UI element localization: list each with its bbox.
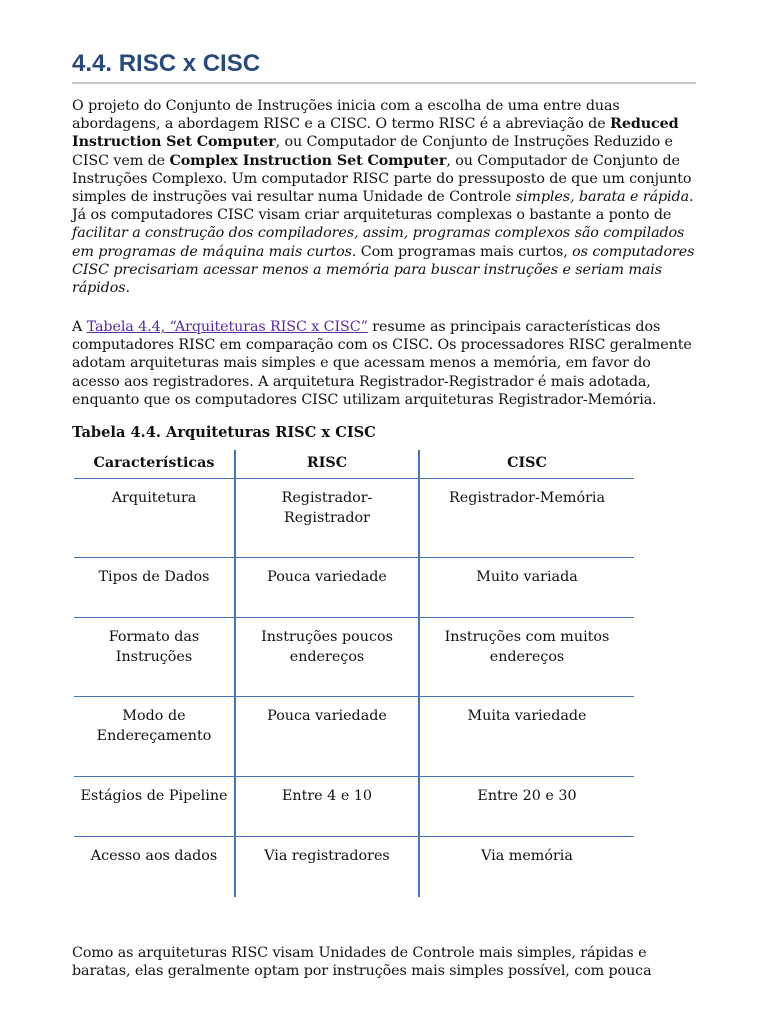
table-row	[74, 618, 634, 697]
table-cell: Via registradores	[235, 837, 419, 897]
header-cisc: CISC	[419, 450, 634, 479]
table-header-row	[74, 450, 634, 479]
p1-italic-3: os computadores CISC precisariam acessar menos a memória para buscar instruções e seriam mais rápidos	[72, 243, 695, 297]
p1-italic-2: facilitar a construção dos compiladores, assim, programas complexos são compilados em programas de máquina mais curtos	[72, 225, 685, 260]
table-cell: Formato das Instruções	[74, 618, 235, 697]
table-cell: Arquitetura	[74, 479, 235, 558]
p1-bold-cisc-term: Complex Instruction Set Computer	[169, 152, 447, 169]
table-cell: Via memória	[419, 837, 634, 897]
table-cell: Pouca variedade	[235, 697, 419, 777]
section-heading: 4.4. RISC x CISC	[72, 50, 696, 84]
p2-text-2: resume as principais características dos computadores RISC em comparação com os CISC. Os processadores RISC geralmente adotam arquiteturas mais simples e que acessam menos a memória, em favor do acesso aos registradores. A arquitetura Registrador-Registrador é mais adotada, enquanto que os computadores CISC utilizam arquiteturas Registrador-Memória.	[72, 319, 692, 408]
p1-text-1: O projeto do Conjunto de Instruções inicia com a escolha de uma entre duas abordagens, a abordagem RISC e a CISC. O termo RISC é a abreviação de	[72, 98, 620, 133]
table-row	[74, 697, 634, 777]
table-cell: Muita variedade	[419, 697, 634, 777]
p1-text-2: , ou Computador de Conjunto de Instruções Reduzido e CISC vem de	[72, 134, 673, 169]
intro-paragraph	[72, 97, 696, 297]
p2-text-1: A	[72, 319, 87, 335]
table-row	[74, 837, 634, 897]
table-caption: Tabela 4.4. Arquiteturas RISC x CISC	[72, 424, 376, 441]
table-cell: Muito variada	[419, 558, 634, 618]
table-cell: Pouca variedade	[235, 558, 419, 618]
table-cell: Instruções com muitos endereços	[419, 618, 634, 697]
p1-text-3: , ou Computador de Conjunto de Instruções Complexo. Um computador RISC parte do pressuposto de que um conjunto simples de instruções vai resultar numa Unidade de Controle	[72, 152, 692, 206]
table-cell: Registrador-Memória	[419, 479, 634, 558]
table-cell: Entre 20 e 30	[419, 777, 634, 837]
table-row	[74, 479, 634, 558]
header-risc: RISC	[235, 450, 419, 479]
table-cell: Tipos de Dados	[74, 558, 235, 618]
table-cell: Estágios de Pipeline	[74, 777, 235, 837]
table-cell: Entre 4 e 10	[235, 777, 419, 837]
p1-text-4: . Já os computadores CISC visam criar arquiteturas complexas o bastante a ponto de	[72, 189, 694, 224]
p1-italic-1: simples, barata e rápida	[515, 189, 690, 206]
table-cell: Instruções poucos endereços	[235, 618, 419, 697]
table-cell: Acesso aos dados	[74, 837, 235, 897]
header-caracteristicas: Características	[74, 450, 235, 479]
closing-paragraph: Como as arquiteturas RISC visam Unidades de Controle mais simples, rápidas e baratas, elas geralmente optam por instruções mais simples possível, com pouca	[72, 945, 652, 980]
risc-cisc-table	[74, 450, 634, 897]
table-cell: Registrador- Registrador	[235, 479, 419, 558]
table-cell: Modo de Endereçamento	[74, 697, 235, 777]
table-reference-paragraph	[72, 318, 696, 409]
table-row	[74, 777, 634, 837]
p1-text-5: . Com programas mais curtos,	[351, 243, 573, 260]
table-reference-link[interactable]: Tabela 4.4, “Arquiteturas RISC x CISC”	[86, 319, 368, 335]
p1-text-6: .	[125, 280, 130, 297]
table-row	[74, 558, 634, 618]
p1-bold-risc-term: Reduced Instruction Set Computer	[72, 116, 679, 151]
